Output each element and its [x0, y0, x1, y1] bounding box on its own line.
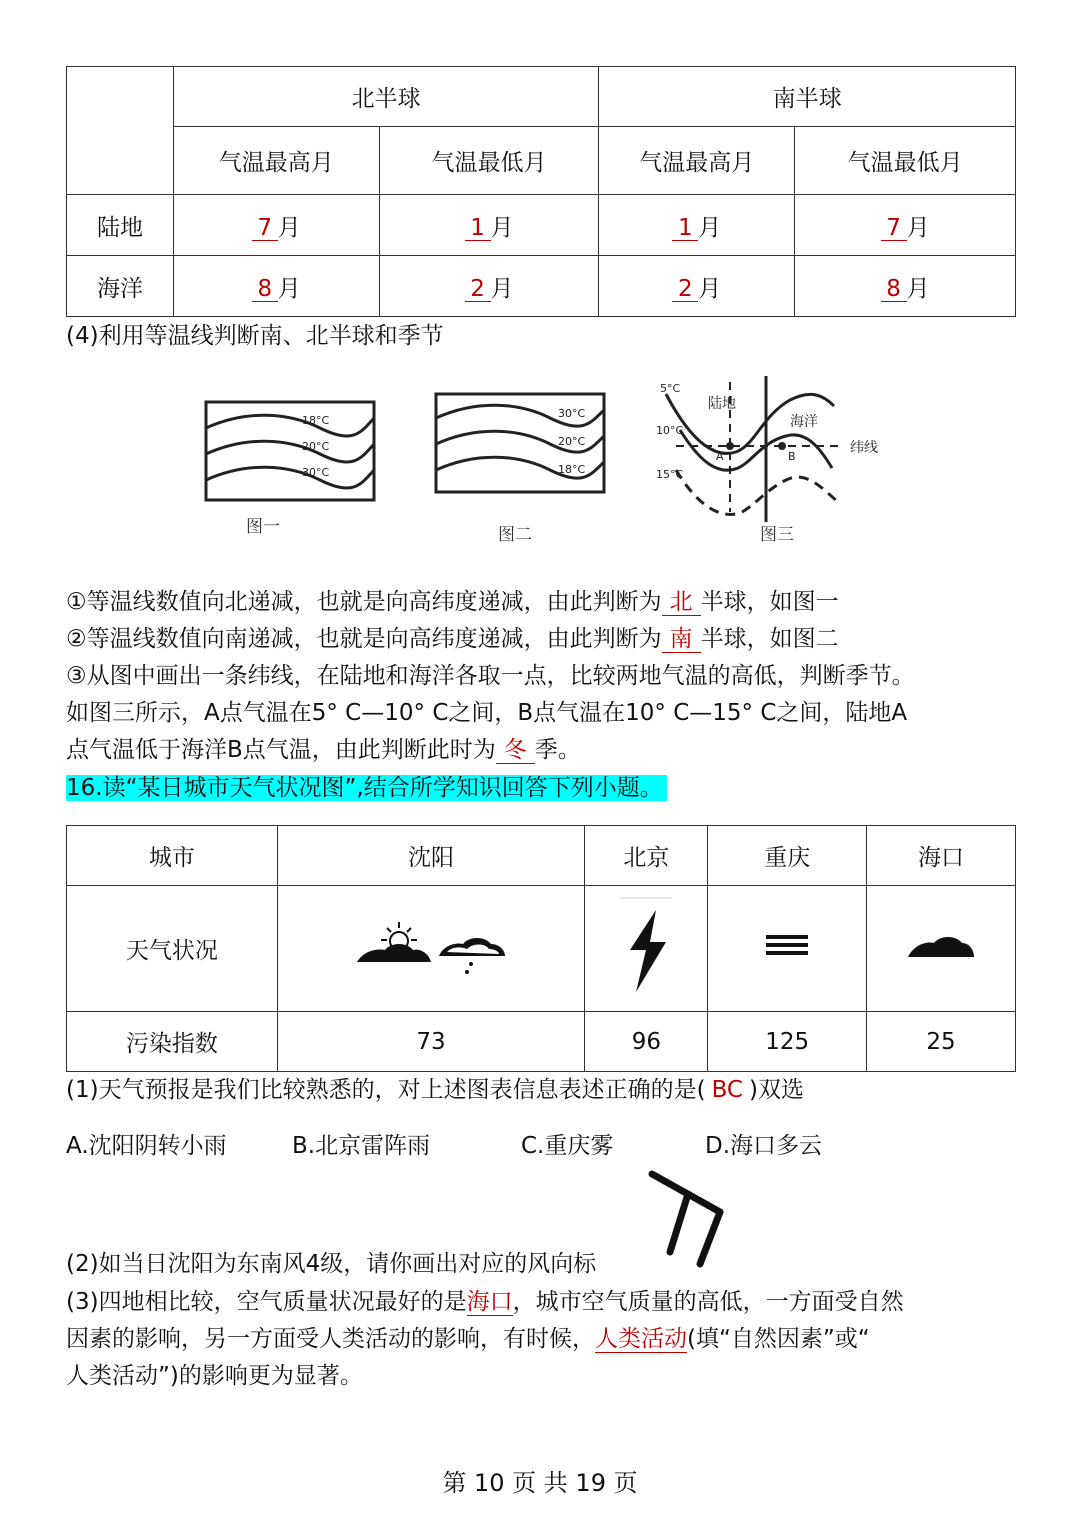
page-footer: 第 10 页 共 19 页 — [442, 1469, 638, 1497]
question-16-3: (3)四地相比较，空气质量状况最好的是海口，城市空气质量的高低，一方面受自然 — [66, 1289, 904, 1315]
fog-icon — [762, 931, 812, 961]
table-cell — [795, 256, 1016, 317]
answer-winter: 冬 — [496, 737, 535, 764]
option-b: B.北京雷阵雨 — [292, 1133, 431, 1159]
figure-1-isotherm — [206, 415, 374, 436]
table-cell — [173, 256, 379, 317]
city-weather-table — [66, 825, 1016, 1072]
city-name: 海口 — [867, 826, 1016, 886]
latitude-label: 纬线 — [850, 440, 878, 456]
question-16-3-line3: 人类活动”)的影响更为显著。 — [66, 1363, 363, 1389]
figure-1-isotherm — [206, 467, 374, 488]
cloudy-sun-to-rain-icon — [351, 916, 511, 976]
month-unit: 月 — [490, 275, 514, 302]
column-header: 气温最高月 — [599, 127, 795, 195]
option-c: C.重庆雾 — [521, 1133, 614, 1159]
point-a-label: A — [716, 450, 724, 463]
table-cell — [599, 256, 795, 317]
table-cell — [795, 195, 1016, 256]
month-unit: 月 — [906, 214, 930, 241]
ocean-label: 海洋 — [790, 414, 818, 430]
column-header: 气温最高月 — [173, 127, 379, 195]
paragraph-4: 如图三所示，A点气温在5° C—10° C之间，B点气温在10° C—15° C之间，陆地A — [66, 700, 908, 726]
wind-barb-drawing — [640, 1164, 740, 1274]
temperature-month-table — [66, 66, 1016, 317]
answer-blank: 2 — [672, 277, 698, 302]
answer-blank: 8 — [881, 277, 907, 302]
month-unit: 月 — [698, 275, 722, 302]
land-label: 陆地 — [708, 396, 736, 412]
answer-bc: BC — [711, 1077, 743, 1103]
figure-1-caption: 图一 — [246, 517, 280, 537]
figure-3-temp-15: 15°C — [656, 468, 684, 481]
table-cell — [379, 256, 599, 317]
month-unit: 月 — [906, 275, 930, 302]
paragraph-5: 点气温低于海洋B点气温，由此判断此时为 冬 季。 — [66, 737, 581, 763]
figure-2-label: 20°C — [558, 435, 586, 448]
city-name: 沈阳 — [277, 826, 585, 886]
column-header: 气温最低月 — [795, 127, 1016, 195]
paragraph-2: ②等温线数值向南递减，也就是向高纬度递减，由此判断为 南 半球，如图二 — [66, 626, 839, 652]
answer-south: 南 — [662, 626, 701, 653]
cloudy-icon — [906, 931, 976, 961]
pollution-value: 25 — [867, 1012, 1016, 1072]
north-hemisphere-header: 北半球 — [173, 67, 599, 127]
pollution-value: 125 — [708, 1012, 867, 1072]
answer-blank: 1 — [672, 216, 698, 241]
answer-haikou: 海口 — [466, 1289, 513, 1315]
point-a-marker — [726, 442, 734, 450]
point-b-marker — [778, 442, 786, 450]
table-corner-cell — [67, 67, 174, 195]
table-cell — [599, 195, 795, 256]
city-name: 北京 — [585, 826, 708, 886]
answer-blank: 7 — [881, 216, 907, 241]
answer-blank: 8 — [252, 277, 278, 302]
option-a: A.沈阳阴转小雨 — [66, 1133, 227, 1159]
isotherm-figures — [190, 372, 910, 557]
paragraph-3: ③从图中画出一条纬线，在陆地和海洋各取一点，比较两地气温的高低，判断季节。 — [66, 663, 915, 689]
pollution-value: 73 — [277, 1012, 585, 1072]
question-16-2: (2)如当日沈阳为东南风4级，请你画出对应的风向标 — [66, 1251, 597, 1277]
figure-1-label: 18°C — [302, 414, 330, 427]
city-header: 城市 — [67, 826, 278, 886]
figure-2-label: 18°C — [558, 463, 586, 476]
question-16-title: 16.读“某日城市天气状况图”,结合所学知识回答下列小题。 — [66, 770, 667, 806]
pollution-value: 96 — [585, 1012, 708, 1072]
thunderstorm-icon — [616, 896, 676, 996]
answer-blank: 2 — [465, 277, 491, 302]
answer-blank: 7 — [252, 216, 278, 241]
row-label: 海洋 — [67, 256, 174, 317]
figure-2-caption: 图二 — [498, 525, 532, 545]
answer-human-activity: 人类活动 — [595, 1326, 687, 1352]
question-16-3-line2: 因素的影响，另一方面受人类活动的影响，有时候，人类活动(填“自然因素”或“ — [66, 1326, 870, 1352]
city-name: 重庆 — [708, 826, 867, 886]
table-cell — [173, 195, 379, 256]
figure-1-label: 30°C — [302, 466, 330, 479]
weather-cell — [708, 886, 867, 1012]
weather-cell — [867, 886, 1016, 1012]
question-16-1: (1)天气预报是我们比较熟悉的，对上述图表信息表述正确的是( BC )双选 — [66, 1077, 804, 1103]
pollution-label: 污染指数 — [67, 1012, 278, 1072]
figure-1-label: 20°C — [302, 440, 330, 453]
south-hemisphere-header: 南半球 — [599, 67, 1016, 127]
table-row — [67, 256, 1016, 317]
paragraph-1: ①等温线数值向北递减，也就是向高纬度递减，由此判断为 北 半球，如图一 — [66, 589, 839, 615]
column-header: 气温最低月 — [379, 127, 599, 195]
answer-north: 北 — [662, 589, 701, 616]
row-label: 陆地 — [67, 195, 174, 256]
weather-cell — [585, 886, 708, 1012]
month-unit: 月 — [277, 214, 301, 241]
weather-cell — [277, 886, 585, 1012]
table-row — [67, 195, 1016, 256]
figure-1-isotherm — [206, 441, 374, 462]
point-b-label: B — [788, 450, 796, 463]
figure-3-temp-10: 10°C — [656, 424, 684, 437]
answer-blank: 1 — [465, 216, 491, 241]
month-unit: 月 — [490, 214, 514, 241]
figure-3-caption: 图三 — [760, 525, 794, 545]
table-cell — [379, 195, 599, 256]
question-4-title: (4)利用等温线判断南、北半球和季节 — [66, 323, 444, 349]
option-d: D.海口多云 — [705, 1133, 823, 1159]
month-unit: 月 — [277, 275, 301, 302]
figure-3-temp-5: 5°C — [660, 382, 681, 395]
figure-3-isotherm-15 — [676, 470, 838, 514]
month-unit: 月 — [698, 214, 722, 241]
figure-2-label: 30°C — [558, 407, 586, 420]
weather-label: 天气状况 — [67, 886, 278, 1012]
